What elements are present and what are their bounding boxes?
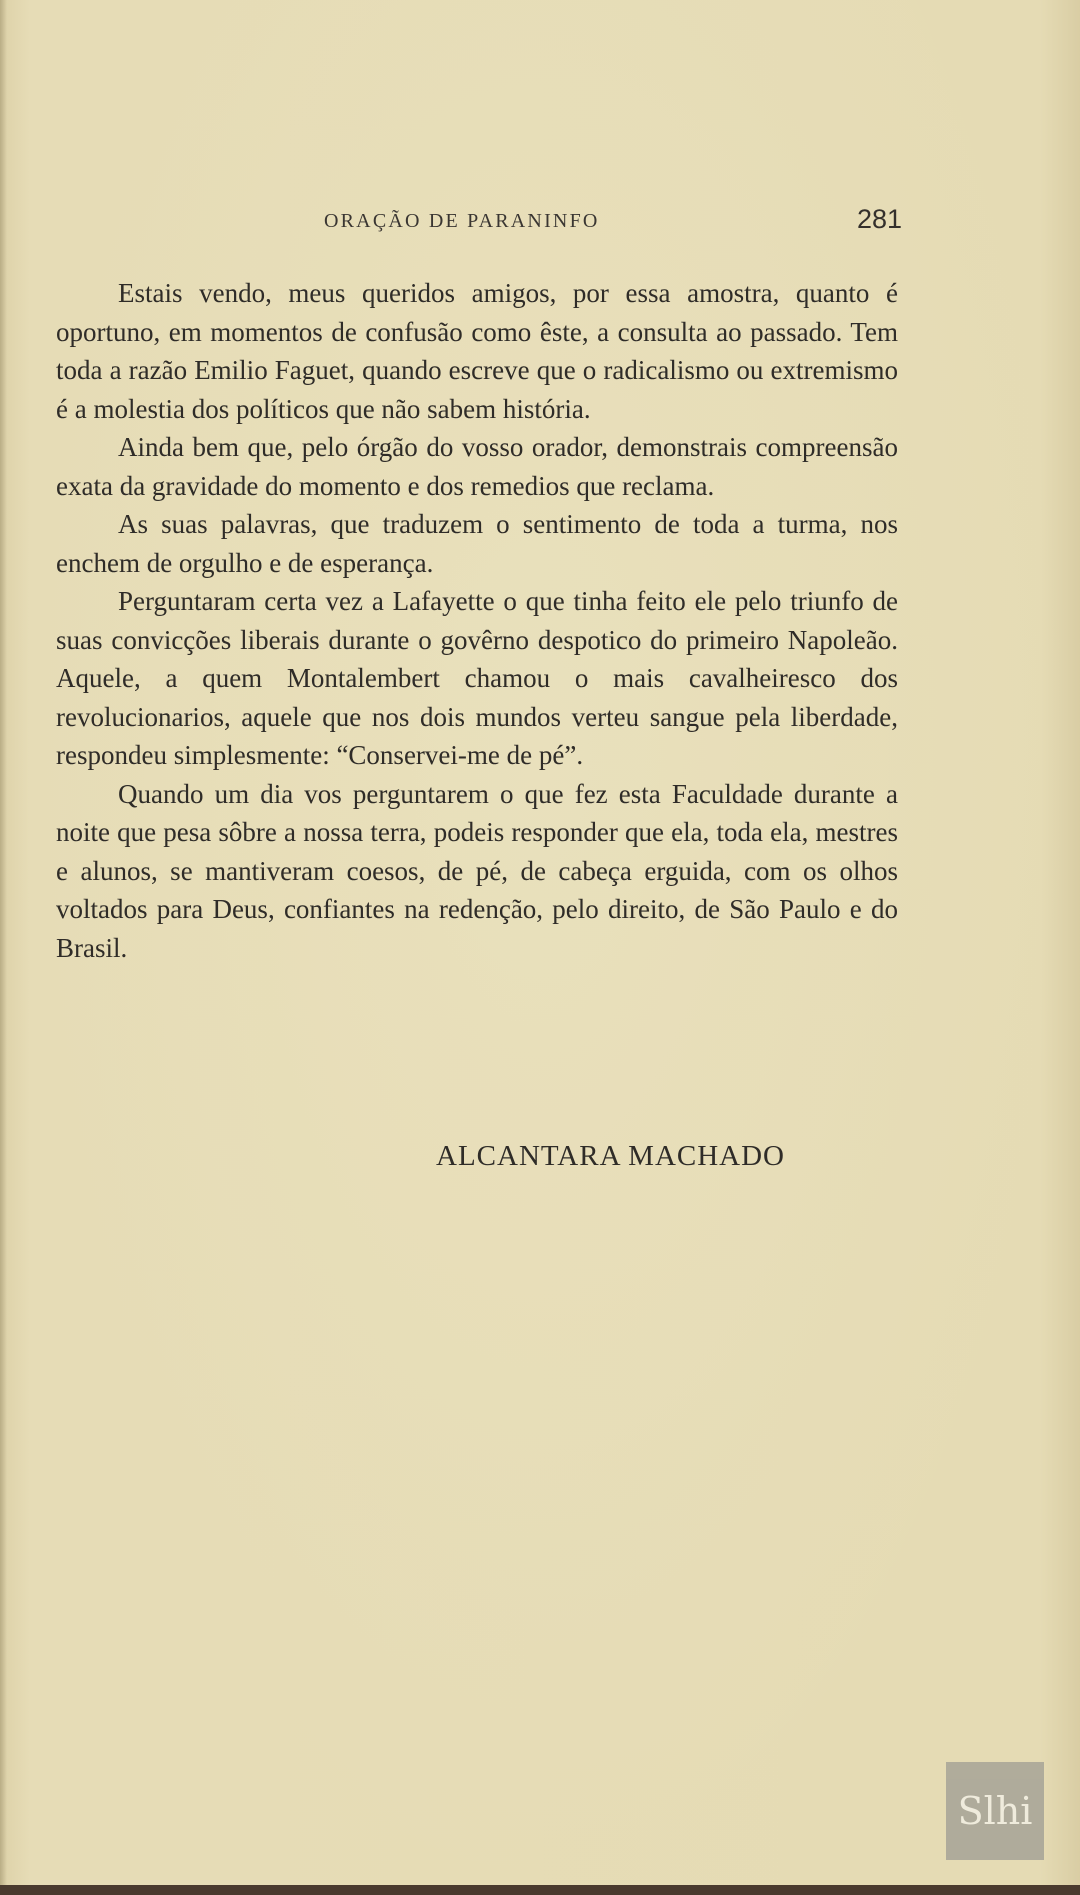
paragraph-2: Ainda bem que, pelo órgão do vosso orador, demonstrais compreensão exata da gravidade do momento e dos remedios que reclama. [56,432,898,501]
watermark-text: Slhi [957,1789,1033,1833]
paragraph-3: As suas palavras, que traduzem o sentimento de toda a turma, nos enchem de orgulho e de esperança. [56,509,898,578]
page-number: 281 [856,204,902,234]
paragraph-4: Perguntaram certa vez a Lafayette o que tinha feito ele pelo triunfo de suas convicções liberais durante o govêrno despotico do primeiro Napoleão. Aquele, a quem Montalembert chamou o mais cavalheiresco dos revolucionarios, aquele que nos dois mundos verteu sangue pela liberdade, respondeu simplesmente: “Conservei-me de pé”. [56,586,898,770]
author-signature: ALCANTARA MACHADO [436,1140,785,1172]
paragraph-5: Quando um dia vos perguntarem o que fez esta Faculdade durante a noite que pesa sôbre a nossa terra, podeis responder que ela, toda ela, mestres e alunos, se mantiveram coesos, de pé, de cabeça erguida, com os olhos voltados para Deus, confiantes na redenção, pelo direito, de São Paulo e do Brasil. [56,778,898,963]
running-head [54,204,902,244]
page-bottom-edge [0,1885,1080,1895]
page-left-edge [0,0,7,1895]
running-head-title: ORAÇÃO DE PARANINFO [324,210,600,232]
paragraph-1: Estais vendo, meus queridos amigos, por essa amostra, quanto é oportuno, em momentos de confusão como êste, a consulta ao passado. Tem toda a razão Emilio Faguet, quando escreve que o radicalismo ou extremismo é a molestia dos políticos que não sabem história. [56,278,898,424]
body-text [56,274,898,967]
library-watermark-logo [946,1762,1044,1860]
